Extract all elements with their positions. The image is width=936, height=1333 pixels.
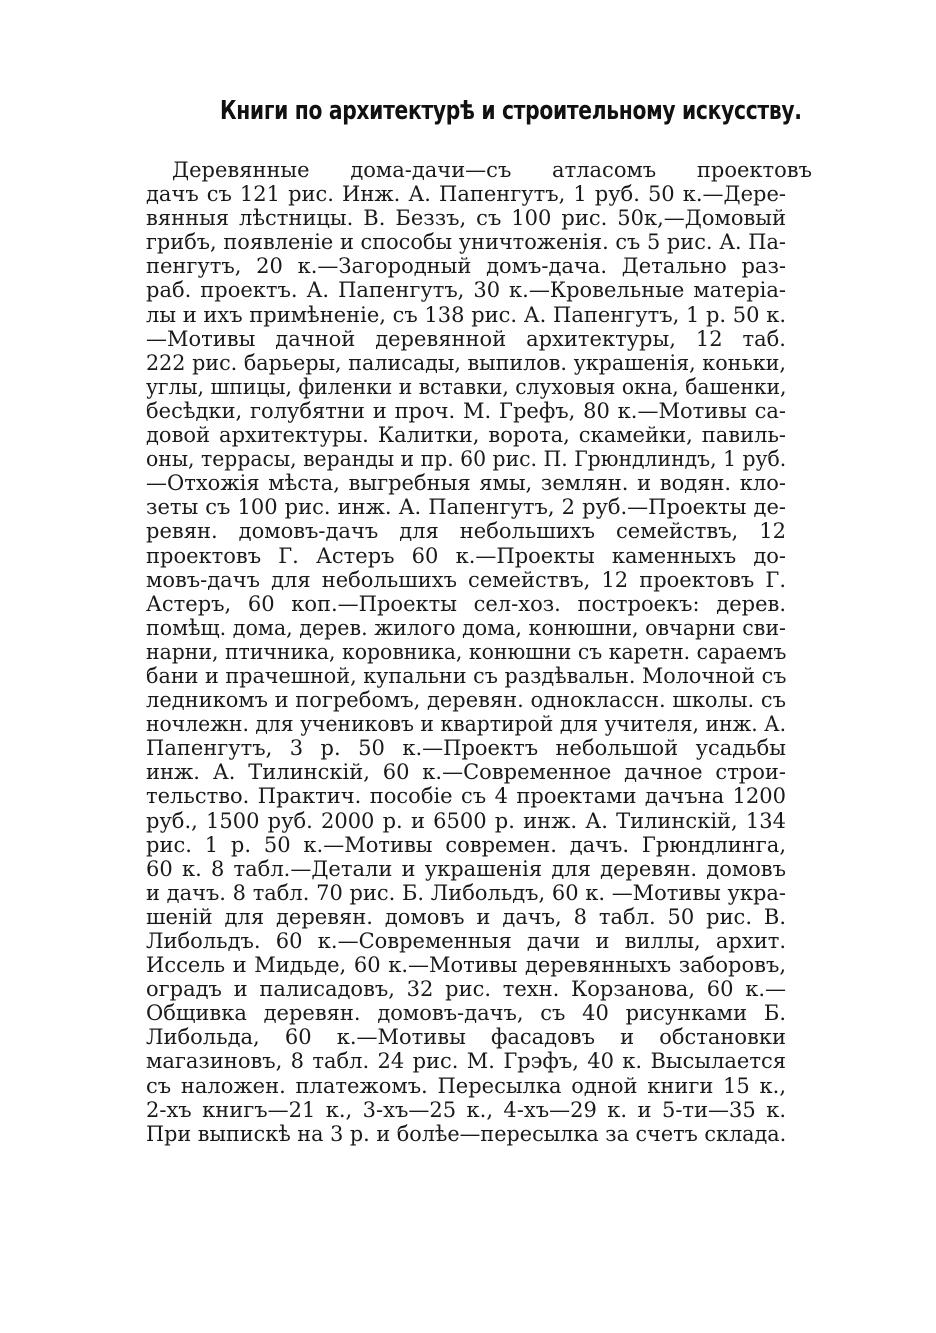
text-line: Либольдъ. 60 к.—Современныя дачи и виллы, архит.: [146, 929, 786, 953]
text-line: шеній для деревян. домовъ и дачъ, 8 табл. 50 рис. В.: [146, 904, 786, 929]
page-title: Книги по архитектурѣ и строительному искусству.: [219, 96, 802, 126]
text-line: лы и ихъ примѣненіе, съ 138 рис. А. Папенгутъ, 1 р. 50 к.: [146, 302, 786, 327]
text-line: съ наложен. платежомъ. Пересылка одной книги 15 к.,: [146, 1073, 786, 1098]
text-line: оны, террасы, веранды и пр. 60 рис. П. Грюндлиндъ, 1 руб.: [146, 447, 786, 472]
text-line: —Мотивы дачной деревянной архитектуры, 12 таб.: [146, 326, 786, 351]
text-line: При выпискѣ на 3 р. и болѣе—пересылка за счетъ склада.: [146, 1121, 786, 1146]
text-line: и дачъ. 8 табл. 70 рис. Б. Либольдъ, 60 к. —Мотивы укра-: [146, 880, 786, 905]
text-line: ледникомъ и погребомъ, деревян. одноклассн. школы. съ: [146, 688, 786, 713]
text-line: ночлежн. для учениковъ и квартирой для учителя, инж. А.: [146, 712, 786, 737]
catalog-text: [146, 158, 812, 1146]
text-line: 2-хъ книгъ—21 к., 3-хъ—25 к., 4-хъ—29 к. и 5-ти—35 к.: [146, 1097, 786, 1122]
text-line: магазиновъ, 8 табл. 24 рис. М. Грэфъ, 40 к. Высылается: [146, 1049, 786, 1074]
text-line: Папенгутъ, 3 р. 50 к.—Проектъ небольшой усадьбы: [146, 736, 786, 761]
text-line: бани и прачешной, купальни съ раздѣвальн. Молочной съ: [146, 663, 786, 688]
text-line: пенгутъ, 20 к.—Загородный домъ-дача. Детально раз-: [146, 254, 786, 279]
text-line: дачъ съ 121 рис. Инж. А. Папенгутъ, 1 руб. 50 к.—Дере-: [146, 182, 786, 207]
text-line: инж. А. Тилинскій, 60 к.—Современное дачное строи-: [146, 760, 786, 785]
text-line: —Отхожія мѣста, выгребныя ямы, землян. и водян. кло-: [146, 471, 786, 496]
text-line: грибъ, появленіе и способы уничтоженія. съ 5 рис. А. Па-: [146, 230, 786, 255]
text-line: довой архитектуры. Калитки, ворота, скамейки, павиль-: [146, 423, 786, 448]
text-line: нарни, птичника, коровника, конюшни съ каретн. сараемъ: [146, 639, 786, 664]
text-line: вянныя лѣстницы. В. Беззъ, съ 100 рис. 50к,—Домовый: [146, 206, 786, 231]
text-line: углы, шпицы, филенки и вставки, слуховыя окна, башенки,: [146, 374, 786, 399]
text-line: ревян. домовъ-дачъ для небольшихъ семействъ, 12: [146, 519, 786, 544]
text-line: тельство. Практич. пособіе съ 4 проектами дачъна 1200: [146, 784, 786, 809]
text-line: помѣщ. дома, дерев. жилого дома, конюшни, овчарни сви-: [146, 615, 786, 640]
text-line: руб., 1500 руб. 2000 р. и 6500 р. инж. А. Тилинскій, 134: [146, 808, 786, 833]
text-line: 60 к. 8 табл.—Детали и украшенія для деревян. домовъ: [146, 856, 786, 881]
text-line: Либольда, 60 к.—Мотивы фасадовъ и обстановки: [146, 1025, 786, 1050]
text-line: Деревянные дома-дачи—съ атласомъ проектовъ: [172, 158, 812, 182]
text-line: Астеръ, 60 коп.—Проекты сел-хоз. построекъ: дерев.: [146, 591, 786, 616]
text-line: раб. проектъ. А. Папенгутъ, 30 к.—Кровельные матеріа-: [146, 278, 786, 303]
text-line: 222 рис. барьеры, палисады, выпилов. украшенія, коньки,: [146, 350, 786, 375]
text-line: рис. 1 р. 50 к.—Мотивы современ. дачъ. Грюндлинга,: [146, 832, 786, 857]
text-line: зеты съ 100 рис. инж. А. Папенгутъ, 2 руб.—Проекты де-: [146, 495, 786, 520]
text-line: бесѣдки, голубятни и проч. М. Грефъ, 80 к.—Мотивы са-: [146, 398, 786, 423]
text-line: проектовъ Г. Астеръ 60 к.—Проекты каменныхъ до-: [146, 543, 786, 568]
text-line: оградъ и палисадовъ, 32 рис. техн. Корзанова, 60 к.—: [146, 977, 786, 1002]
text-line: Иссель и Мидьде, 60 к.—Мотивы деревянныхъ заборовъ,: [146, 953, 786, 978]
text-line: Общивка деревян. домовъ-дачъ, съ 40 рисунками Б.: [146, 1001, 786, 1026]
text-line: мовъ-дачъ для небольшихъ семействъ, 12 проектовъ Г.: [146, 567, 786, 592]
